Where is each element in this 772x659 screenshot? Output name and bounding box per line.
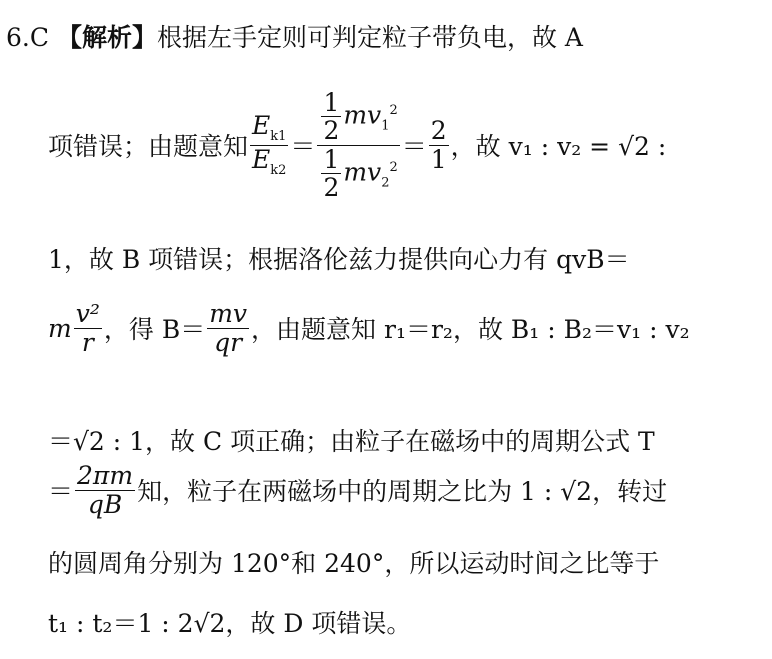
kinetic-energy-fraction: $\frac{1}{2}$ $mv_1^2$ $\frac{1}{2}$ $mv_2^2$ [317, 89, 399, 202]
line-3: 1，故 B 项错误；根据洛伦兹力提供向心力有 qvB＝ [48, 245, 630, 274]
two-over-one-fraction: $\frac{2}{1}$ [430, 116, 447, 174]
line-2-prefix: 项错误；由题意知 [48, 132, 249, 161]
line-4: m $\frac{\text{v²}}{r}$ ，得 B＝ $\frac{mv}{qr}$ ，由题意知 r₁＝r₂，故 B₁ : B₂＝v₁ : v₂ [48, 299, 690, 357]
line-2: 项错误；由题意知 $\frac{E_{k1}}{E_{k2}}$ ＝ $\frac{1}{2}$ $mv_1^2$ $\frac{1}{2}$ $mv_2^2$ ＝ $\frac{2}{1}$ ，故 v₁ : v₂ = √2 : [48, 87, 667, 202]
line-1-text: 根据左手定则可判定粒子带负电，故 A [156, 23, 583, 52]
energy-ratio-fraction: $\frac{E_{k1}}{E_{k2}}$ [252, 111, 287, 178]
line-5: ＝√2 : 1，故 C 项正确；由粒子在磁场中的周期公式 T [48, 427, 655, 456]
v2-over-r-fraction: $\frac{\text{v²}}{r}$ [75, 299, 100, 357]
line-8: t₁ : t₂＝1 : 2√2，故 D 项错误。 [48, 609, 412, 638]
line-7: 的圆周角分别为 120°和 240°，所以运动时间之比等于 [48, 549, 660, 578]
item-number: 6. [6, 23, 30, 52]
answer-letter: C [29, 23, 49, 52]
line-2-suffix: ，故 v₁ : v₂ = √2 : [450, 132, 667, 161]
line-6: ＝ $\frac{2\pi m}{qB}$ 知，粒子在两磁场中的周期之比为 1 : √2，转过 [48, 461, 668, 519]
period-fraction: $\frac{2\pi m}{qB}$ [77, 461, 134, 519]
line-1 [6, 18, 583, 54]
analysis-tag: 【解析】 [56, 23, 157, 52]
mv-over-qr-fraction: $\frac{mv}{qr}$ [209, 299, 248, 357]
